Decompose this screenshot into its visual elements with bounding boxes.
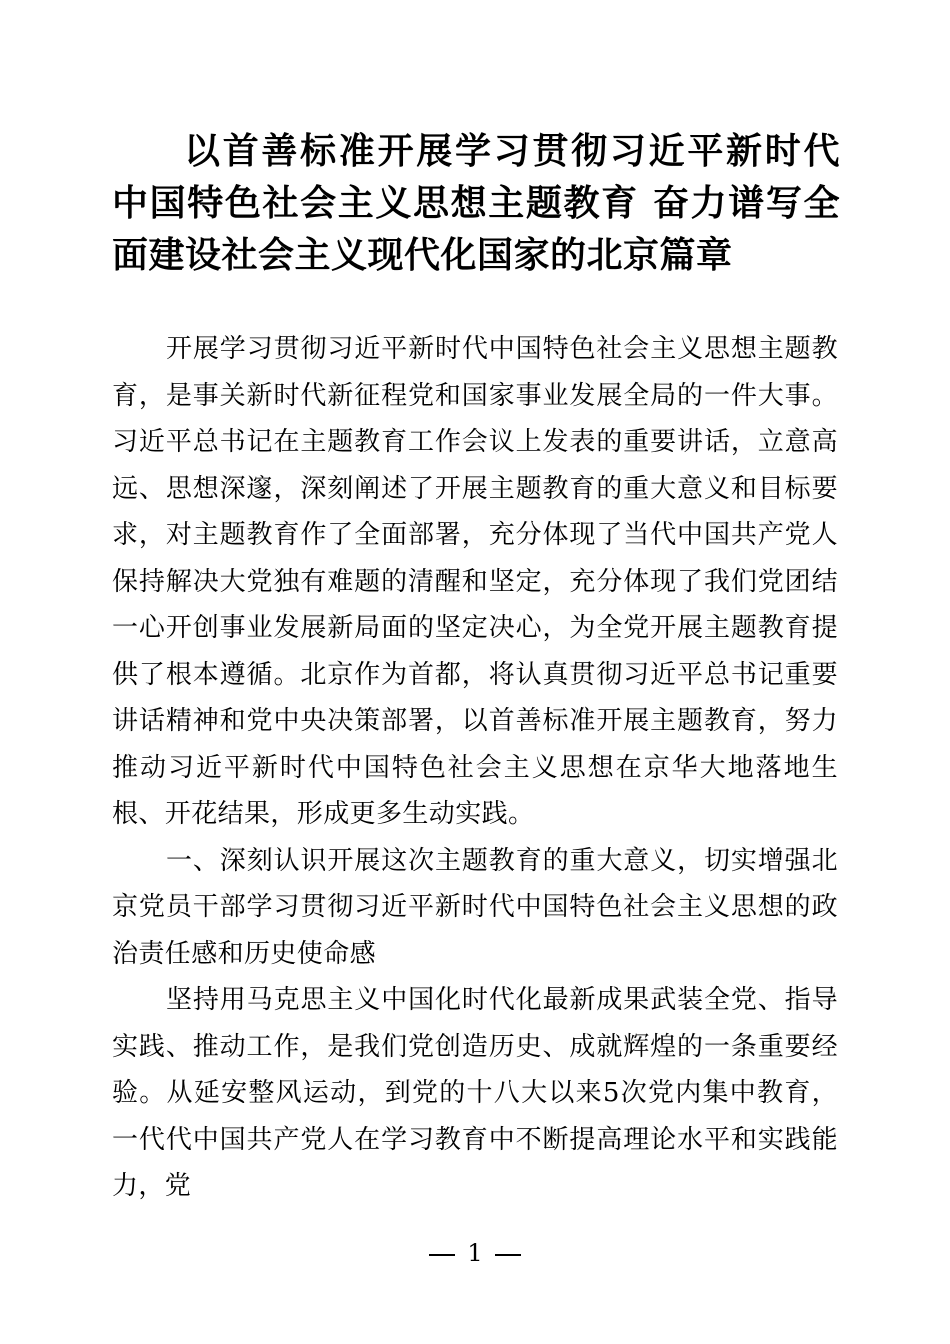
- left-dash: [429, 1254, 455, 1256]
- section-heading-1: 一、深刻认识开展这次主题教育的重大意义，切实增强北京党员干部学习贯彻习近平新时代中国特色社会主义思想的政治责任感和历史使命感: [112, 845, 838, 969]
- right-dash: [495, 1254, 521, 1256]
- paragraph-intro: 开展学习贯彻习近平新时代中国特色社会主义思想主题教育，是事关新时代新征程党和国家事业发展全局的一件大事。习近平总书记在主题教育工作会议上发表的重要讲话，立意高远、思想深邃，深刻阐述了开展主题教育的重大意义和目标要求，对主题教育作了全面部署，充分体现了当代中国共产党人保持解决大党独有难题的清醒和坚定，充分体现了我们党团结一心开创事业发展新局面的坚定决心，为全党开展主题教育提供了根本遵循。北京作为首都，将认真贯彻习近平总书记重要讲话精神和党中央决策部署，以首善标准开展主题教育，努力推动习近平新时代中国特色社会主义思想在京华大地落地生根、开花结果，形成更多生动实践。: [112, 334, 838, 829]
- page-footer: [0, 1238, 950, 1268]
- page-number: 1: [467, 1239, 483, 1267]
- paragraph-section-1: 坚持用马克思主义中国化时代化最新成果武装全党、指导实践、推动工作，是我们党创造历史、成就辉煌的一条重要经验。从延安整风运动，到党的十八大以来5次党内集中教育，一代代中国共产党人在学习教育中不断提高理论水平和实践能力，党: [112, 985, 838, 1201]
- document-title: 以首善标准开展学习贯彻习近平新时代中国特色社会主义思想主题教育 奋力谱写全面建设社会主义现代化国家的北京篇章: [112, 131, 840, 276]
- document-body: [112, 326, 838, 1210]
